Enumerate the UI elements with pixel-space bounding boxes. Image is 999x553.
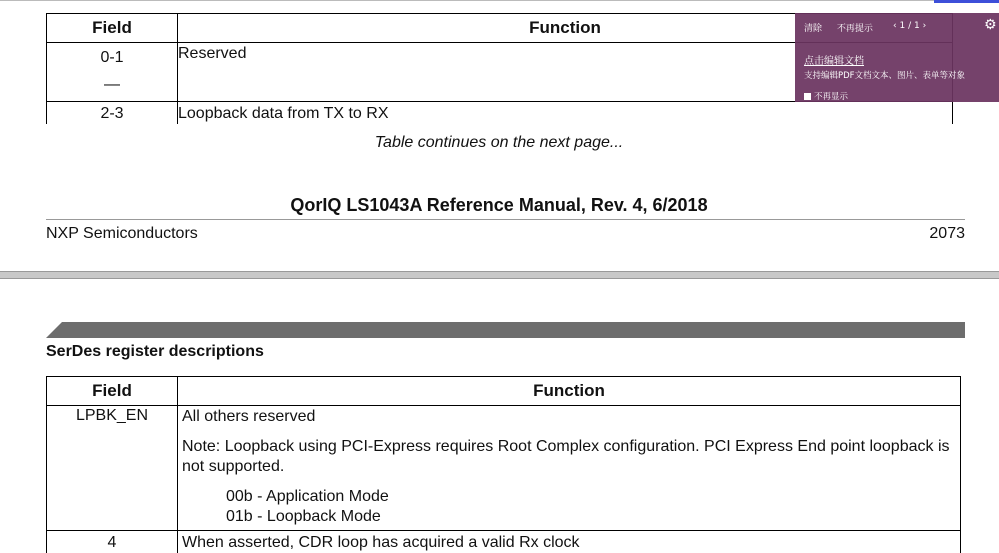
next-page-icon[interactable]: › [922,21,927,31]
field-dash: — [104,76,120,93]
option-loopback-mode: 01b - Loopback Mode [226,508,381,525]
option-application-mode: 00b - Application Mode [226,488,389,505]
page-separator [0,271,999,279]
function-line: All others reserved [182,408,316,425]
edit-hint-popup [795,13,999,102]
function-header: Function [178,377,961,406]
table-row [47,102,953,124]
table-continues-note: Table continues on the next page... [374,134,624,151]
table-row [47,531,961,553]
bottom-register-table [46,376,961,553]
page-indicator: 1 / 1 [899,21,920,31]
table-header-row [47,377,961,406]
function-value: Reserved [178,45,247,62]
section-header-band [46,322,965,338]
checkbox-icon[interactable] [804,93,811,100]
top-border [0,0,999,1]
accent-tab [934,0,999,3]
page-number: 2073 [929,225,965,242]
clear-button[interactable]: 清除 [804,24,823,34]
field-value: 0-1 [100,49,124,66]
dont-show-again-checkbox[interactable] [804,90,848,102]
field-header: Field [47,377,178,406]
edit-document-link[interactable]: 点击编辑文档 [804,56,864,67]
field-header: Field [47,14,178,43]
field-value: LPBK_EN [75,407,149,424]
function-header: Function [178,14,953,43]
company-name: NXP Semiconductors [46,225,198,242]
function-value: When asserted, CDR loop has acquired a valid Rx clock [182,534,580,551]
section-title: SerDes register descriptions [46,343,264,360]
function-note: Note: Loopback using PCI-Express requires Root Complex configuration. PCI Express End point loopback is not supported. [182,438,950,475]
field-value: 4 [107,534,117,551]
popup-description: 支持编辑PDF文档文本、图片、表单等对象 [804,71,966,81]
prev-page-icon[interactable]: ‹ [893,21,897,31]
manual-title: QorIQ LS1043A Reference Manual, Rev. 4, 6/2018 [290,195,708,215]
field-value: 2-3 [100,105,124,122]
table-row [47,406,961,531]
footer-rule [46,219,965,220]
checkbox-label: 不再显示 [814,92,849,102]
no-remind-button[interactable]: 不再提示 [836,24,873,34]
function-value: Loopback data from TX to RX [178,105,389,122]
gear-icon[interactable]: ⚙ [984,17,997,33]
